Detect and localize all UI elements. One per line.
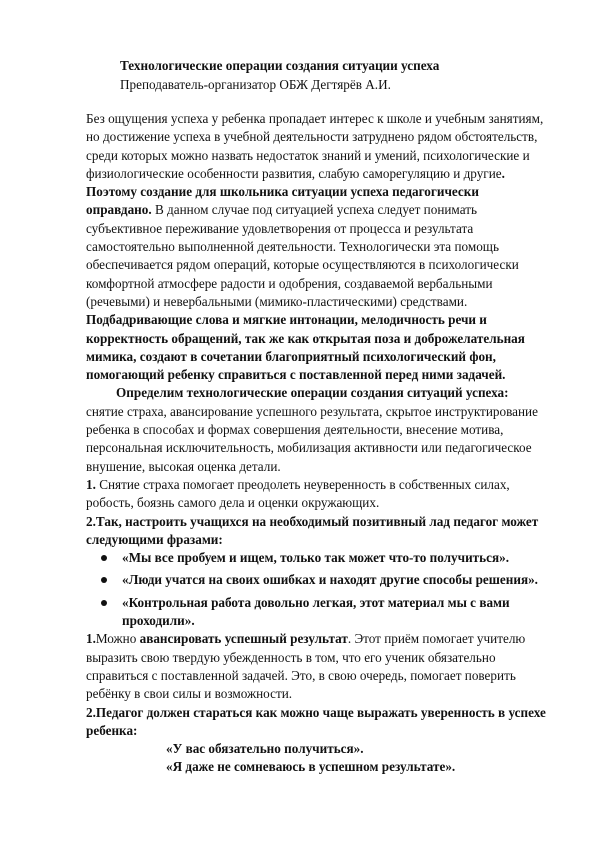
quote-line: «Я даже не сомневаюсь в успешном результате». bbox=[166, 759, 456, 775]
paragraph-confidence bbox=[86, 704, 546, 741]
advance-text-1: Можно bbox=[95, 631, 140, 647]
bullet-icon bbox=[101, 600, 107, 606]
paragraph-fear bbox=[86, 476, 546, 513]
list-item bbox=[86, 549, 546, 567]
document-body bbox=[86, 110, 546, 777]
intro-bold-1: . Поэтому создание для школьника ситуации успеха педагогически оправдано. bbox=[86, 165, 505, 218]
list-item bbox=[86, 571, 546, 589]
paragraph-phrases bbox=[86, 513, 546, 550]
list-item bbox=[86, 594, 546, 631]
document-title: Технологические операции создания ситуации успеха bbox=[120, 58, 440, 73]
quote-line: «У вас обязательно получиться». bbox=[166, 741, 364, 757]
phrases-heading: 2.Так, настроить учащихся на необходимый позитивный лад педагог может следующими фразами: bbox=[86, 513, 539, 547]
fear-text: Снятие страха помогает преодолеть неуверенность в собственных силах, робость, боязнь самого дела и оценки окружающих. bbox=[86, 476, 510, 511]
list-item-text: «Контрольная работа довольно легкая, этот материал мы с вами проходили». bbox=[122, 594, 510, 629]
phrase-list bbox=[86, 549, 546, 630]
intro-bold-2: Подбадривающие слова и мягкие интонации, мелодичность речи и корректность обращений, так же как открытая поза и доброжелательная мимика, создают в сочетании благоприятный психологический фон, помогающий ребенку справиться с поставленной перед ними задачей. bbox=[86, 312, 525, 383]
bullet-icon bbox=[101, 555, 107, 561]
advance-text-2: . Этот приём помогает учителю выразить свою твердую убежденность в том, что его ученик обязательно справиться с поставленной задачей. Это, в свою очередь, помогает поверить ребёнку в свои силы и возможности. bbox=[86, 631, 526, 702]
operations-list-text: снятие страха, авансирование успешного результата, скрытое инструктирование ребенка в способах и формах совершения деятельности, внесение мотива, персональная исключительность, мобилизация активности или педагогическое внушение, высокая оценка детали. bbox=[86, 403, 538, 474]
advance-bold: авансировать успешный результат bbox=[139, 631, 348, 647]
document-header bbox=[120, 56, 439, 94]
fear-number: 1. bbox=[86, 476, 96, 492]
document-author: Преподаватель-организатор ОБЖ Дегтярёв А.И. bbox=[120, 77, 391, 92]
operations-heading: Определим технологические операции создания ситуаций успеха: bbox=[116, 385, 509, 401]
advance-number: 1. bbox=[86, 631, 96, 647]
intro-text-2: В данном случае под ситуацией успеха следует понимать субъективное переживание удовлетворения от процесса и результата самостоятельно выполненной деятельности. Технологически эта помощь обеспечивается рядом операций, которые осуществляются в психологически комфортной атмосфере радости и одобрения, создаваемой вербальными (речевыми) и невербальными (мимико-пластическими) средствами. bbox=[86, 202, 519, 309]
paragraph-operations bbox=[86, 384, 546, 475]
bullet-icon bbox=[101, 577, 107, 583]
confidence-heading: 2.Педагог должен стараться как можно чаще выражать уверенность в успехе ребенка: bbox=[86, 704, 546, 738]
intro-text-1: Без ощущения успеха у ребенка пропадает интерес к школе и учебным занятиям, но достижение успеха в учебной деятельности затруднено рядом обстоятельств, среди которых можно назвать недостаток знаний и умений, психологические и физиологические особенности развития, слабую саморегуляцию и другие bbox=[86, 111, 544, 181]
list-item-text: «Мы все пробуем и ищем, только так может что-то получиться». bbox=[122, 550, 510, 566]
paragraph-intro bbox=[86, 110, 546, 384]
paragraph-advance bbox=[86, 630, 546, 703]
list-item-text: «Люди учатся на своих ошибках и находят другие способы решения». bbox=[122, 572, 538, 588]
